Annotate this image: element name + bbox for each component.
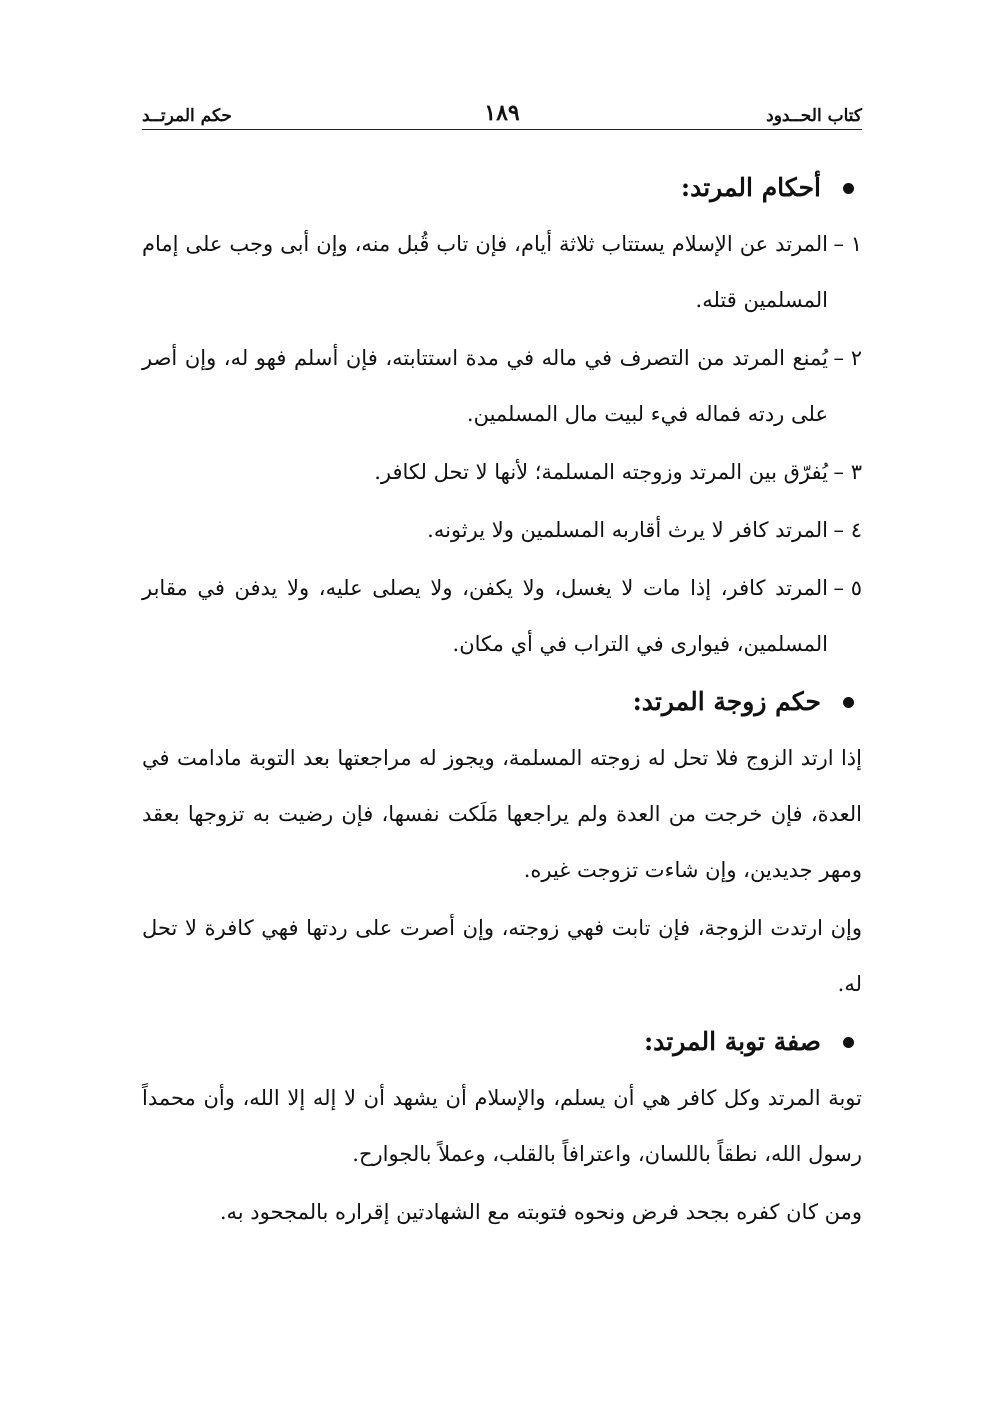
paragraph: توبة المرتد وكل كافر هي أن يسلم، والإسلام أن يشهد أن لا إله إلا الله، وأن محمداً رسول الله، نطقاً باللسان، واعترافاً بالقلب، وعملاً بالجوارح. [142,1086,862,1166]
bullet-icon [843,1037,854,1048]
book-title-header: كتاب الحــدود [766,106,862,126]
item-number: ٢ – [833,346,862,370]
item-number: ٣ – [833,460,862,484]
item-number: ٥ – [833,576,862,600]
paragraph: وإن ارتدت الزوجة، فإن تابت فهي زوجته، وإن أصرت على ردتها فهي كافرة لا تحل له. [142,916,862,996]
list-item [142,444,862,500]
bullet-icon [843,183,854,194]
paragraph: ومن كان كفره بجحد فرض ونحوه فتوبته مع الشهادتين إقراره بالمجحود به. [219,1200,862,1224]
bullet-icon [843,697,854,708]
section-heading-apostate-wife [142,674,862,730]
header-rule [142,129,862,130]
list-item [142,502,862,558]
running-header [142,98,862,132]
list-item [142,330,862,442]
item-number: ٤ – [833,518,862,542]
section-heading-repentance [142,1014,862,1070]
section-heading-apostate-rulings [142,160,862,216]
section-title: أحكام المرتد: [680,173,821,202]
paragraph: إذا ارتد الزوج فلا تحل له زوجته المسلمة، ويجوز له مراجعتها بعد التوبة مادامت في العدة، فإن خرجت من العدة ولم يراجعها مَلَكت نفسها، فإن رضيت به تزوجها بعقد ومهر جديدين، وإن شاءت تزوجت غيره. [142,746,862,882]
item-text: المرتد عن الإسلام يستتاب ثلاثة أيام، فإن تاب قُبل منه، وإن أبى وجب على إمام المسلمين قتله. [142,232,828,312]
list-item [142,560,862,672]
item-text: المرتد كافر لا يرث أقاربه المسلمين ولا يرثونه. [427,518,828,542]
section-title: صفة توبة المرتد: [643,1027,821,1056]
item-text: يُفرّق بين المرتد وزوجته المسلمة؛ لأنها لا تحل لكافر. [374,460,828,484]
item-text: يُمنع المرتد من التصرف في ماله في مدة استتابته، فإن أسلم فهو له، وإن أصر على ردته فماله فيء لبيت مال المسلمين. [142,346,828,426]
page-content [142,160,862,1242]
list-item [142,216,862,328]
section-title: حكم زوجة المرتد: [632,687,821,716]
chapter-title-header: حكم المرتــد [142,106,232,126]
item-text: المرتد كافر، إذا مات لا يغسل، ولا يكفن، ولا يصلى عليه، ولا يدفن في مقابر المسلمين، فيوارى في التراب في أي مكان. [142,576,828,656]
item-number: ١ – [833,232,862,256]
page-number: ١٨٩ [484,100,520,126]
